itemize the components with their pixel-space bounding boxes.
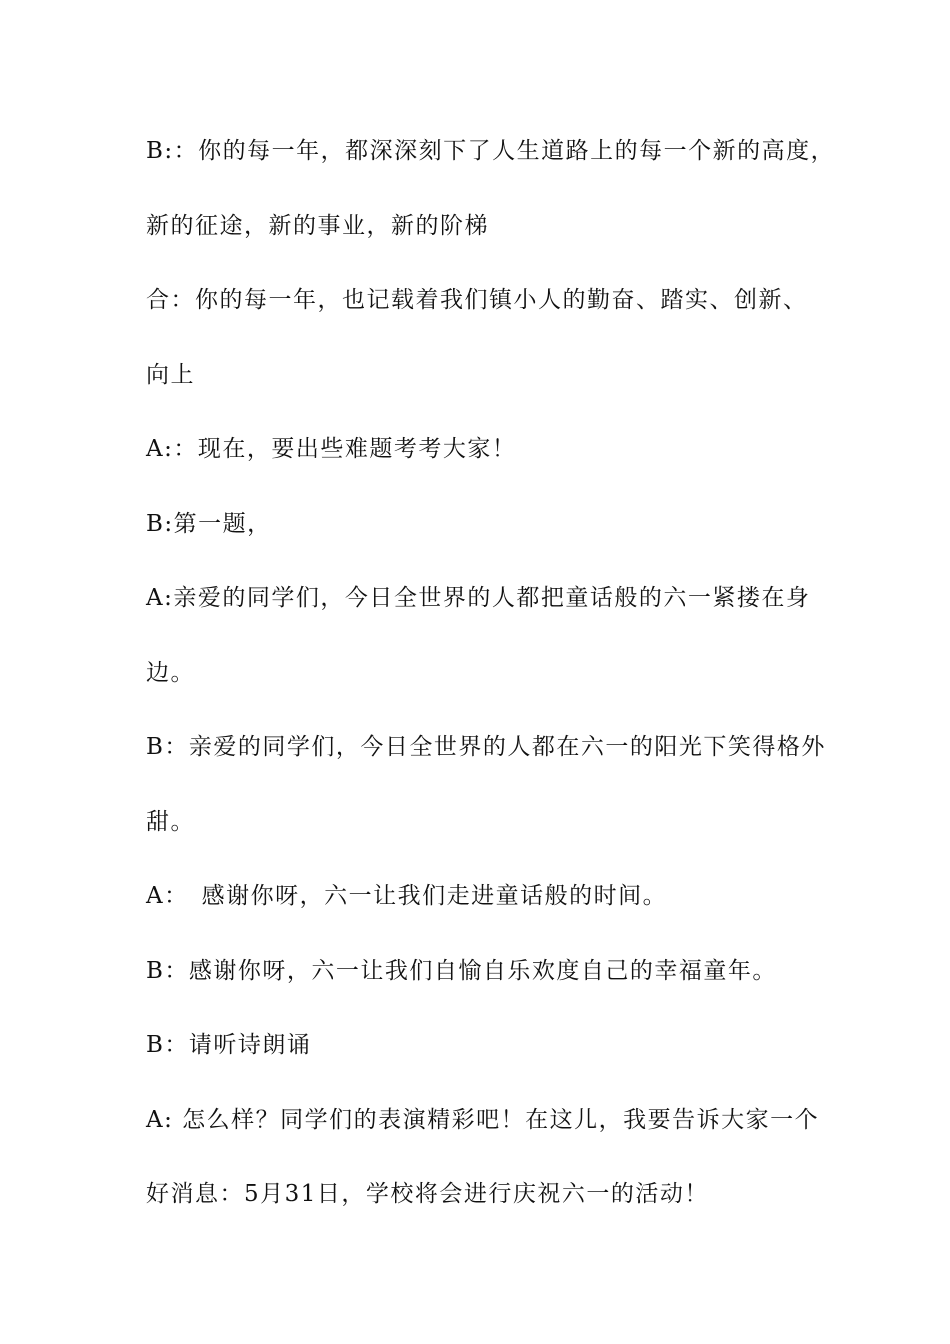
text-line: B：请听诗朗诵 xyxy=(146,1032,312,1058)
script-text xyxy=(146,133,836,1213)
text-line: B:第一题， xyxy=(146,510,272,537)
text-line: B:：你的每一年，都深深刻下了人生道路上的每一个新的高度， xyxy=(146,138,836,164)
text-line: A:亲爱的同学们，今日全世界的人都把童话般的六一紧搂在身 xyxy=(146,585,811,611)
text-line: A： 感谢你呀，六一让我们走进童话般的时间。 xyxy=(146,883,668,909)
text-line: 合：你的每一年，也记载着我们镇小人的勤奋、踏实、创新、 xyxy=(146,287,808,313)
text-line: 甜。 xyxy=(146,808,195,835)
text-line: A:：现在，要出些难题考考大家！ xyxy=(146,436,517,462)
text-line: B：感谢你呀，六一让我们自愉自乐欢度自己的幸福童年。 xyxy=(146,957,777,984)
text-line: 边。 xyxy=(146,659,195,686)
text-line: B：亲爱的同学们，今日全世界的人都在六一的阳光下笑得格外 xyxy=(146,734,826,760)
text-line: 向上 xyxy=(146,361,195,388)
text-line: A: 怎么样？同学们的表演精彩吧！在这儿，我要告诉大家一个 xyxy=(146,1106,820,1133)
text-line: 新的征途，新的事业，新的阶梯 xyxy=(146,212,489,239)
text-line: 好消息：5月31日，学校将会进行庆祝六一的活动！ xyxy=(146,1181,709,1207)
